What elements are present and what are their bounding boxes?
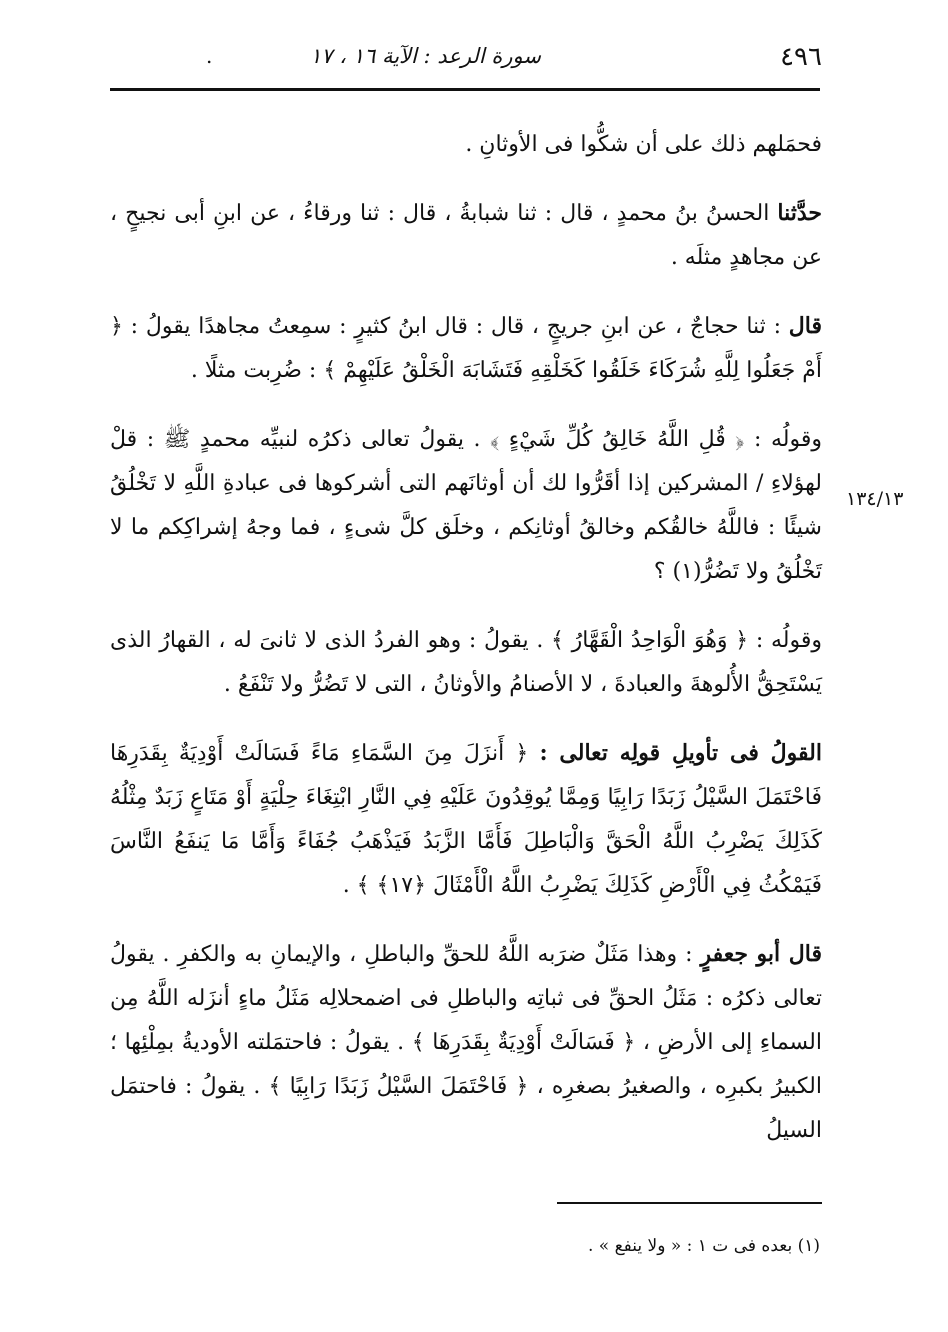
paragraph: [110, 731, 822, 908]
footnote-rule: [557, 1202, 822, 1204]
paragraph-text: وقولُه : ﴿ وَهُوَ الْوَاحِدُ الْقَهَّارُ ﴾ . يقولُ : وهو الفردُ الذى لا ثانىَ له ، القهارُ الذى يَسْتَحِقُّ الأُلوهةَ والعبادةَ ، لا الأصنامُ والأوثانُ ، التى لا تَضُرُّ ولا تَنْفَعُ .: [110, 628, 822, 697]
paragraph-lead: قال: [788, 313, 822, 339]
paragraph-lead: القولُ فى تأويلِ قولِه تعالى :: [539, 740, 822, 766]
paragraph: [110, 932, 822, 1153]
header-rule: [110, 88, 820, 91]
margin-reference: ١٣٤/١٣: [846, 488, 904, 510]
paragraph-lead: حدَّثنا: [777, 200, 822, 226]
footnote: (١) بعده فى ت ١ : « ولا ينفع » .: [587, 1236, 820, 1256]
paragraph-text: فحمَلهم ذلك على أن شكُّوا فى الأوثانِ .: [465, 132, 822, 157]
paragraph: [110, 417, 822, 594]
paragraph-text: وقولُه : ﴿ قُلِ اللَّهُ خَالِقُ كُلِّ شَيْءٍ ﴾ . يقولُ تعالى ذكرُه لنبيِّه محمدٍ ﷺ : قلْ لهؤلاءِ / المشركين إذا أقَرُّوا لك أن أوثانَهم التى أشركوها فى عبادةِ اللَّهِ لا تَخْلُقُ شيئًا : فاللَّهُ خالقُكم وخالقُ أوثانِكم ، وخلَق كلَّ شىءٍ ، فما وجهُ إشراكِكم ما لا تَخْلُقُ ولا تَضُرُّ(١) ؟: [110, 427, 822, 584]
paragraph: [110, 618, 822, 707]
main-text: [110, 122, 822, 1177]
running-title: سورة الرعد : الآية ١٦ ، ١٧: [310, 44, 541, 68]
paragraph: [110, 191, 822, 280]
paragraph-text: : ثنا حجاجٌ ، عن ابنِ جريجٍ ، قال : قال ابنُ كثيرٍ : سمِعتُ مجاهدًا يقولُ : ﴿ أَمْ جَعَلُوا لِلَّهِ شُرَكَاءَ خَلَقُوا كَخَلْقِهِ فَتَشَابَهَ الْخَلْقُ عَلَيْهِمْ ﴾ : ضُرِبت مثلًا .: [110, 314, 822, 383]
paragraph-lead: قال أبو جعفرٍ: [700, 941, 822, 967]
paragraph: [110, 304, 822, 393]
paragraph-text: : وهذا مَثَلٌ ضرَبه اللَّهُ للحقِّ والباطلِ ، والإيمانِ به والكفرِ . يقولُ تعالى ذكرُه : مَثَلُ الحقِّ فى ثباتِه والباطلِ فى اضمحلالِه مَثَلُ ماءٍ أنزَله اللَّهُ مِن السماءِ إلى الأرضِ ، ﴿ فَسَالَتْ أَوْدِيَةٌ بِقَدَرِهَا ﴾ . يقولُ : فاحتمَلته الأوديةُ بمِلْئِها ؛ الكبيرُ بكبرِه ، والصغيرُ بصغرِه ، ﴿ فَاحْتَمَلَ السَّيْلُ زَبَدًا رَابِيًا ﴾ . يقولُ : فاحتمَل السيلُ: [110, 942, 822, 1143]
paragraph: [110, 122, 822, 167]
page-header: [110, 42, 822, 78]
paragraph-text: ﴿ أَنزَلَ مِنَ السَّمَاءِ مَاءً فَسَالَتْ أَوْدِيَةٌ بِقَدَرِهَا فَاحْتَمَلَ السَّيْلُ زَبَدًا رَابِيًا وَمِمَّا يُوقِدُونَ عَلَيْهِ فِي النَّارِ ابْتِغَاءَ حِلْيَةٍ أَوْ مَتَاعٍ زَبَدٌ مِثْلُهُ كَذَلِكَ يَضْرِبُ اللَّهُ الْحَقَّ وَالْبَاطِلَ فَأَمَّا الزَّبَدُ فَيَذْهَبُ جُفَاءً وَأَمَّا مَا يَنفَعُ النَّاسَ فَيَمْكُثُ فِي الْأَرْضِ كَذَلِكَ يَضْرِبُ اللَّهُ الْأَمْثَالَ ﴿١٧﴾ ﴾ .: [110, 741, 822, 898]
paragraph-text: الحسنُ بنُ محمدٍ ، قال : ثنا شبابةُ ، قال : ثنا ورقاءُ ، عن ابنِ أبى نجيحٍ ، عن مجاهدٍ مثلَه .: [110, 201, 822, 270]
page-number: ٤٩٦: [780, 42, 822, 72]
header-dot: .: [206, 44, 213, 68]
